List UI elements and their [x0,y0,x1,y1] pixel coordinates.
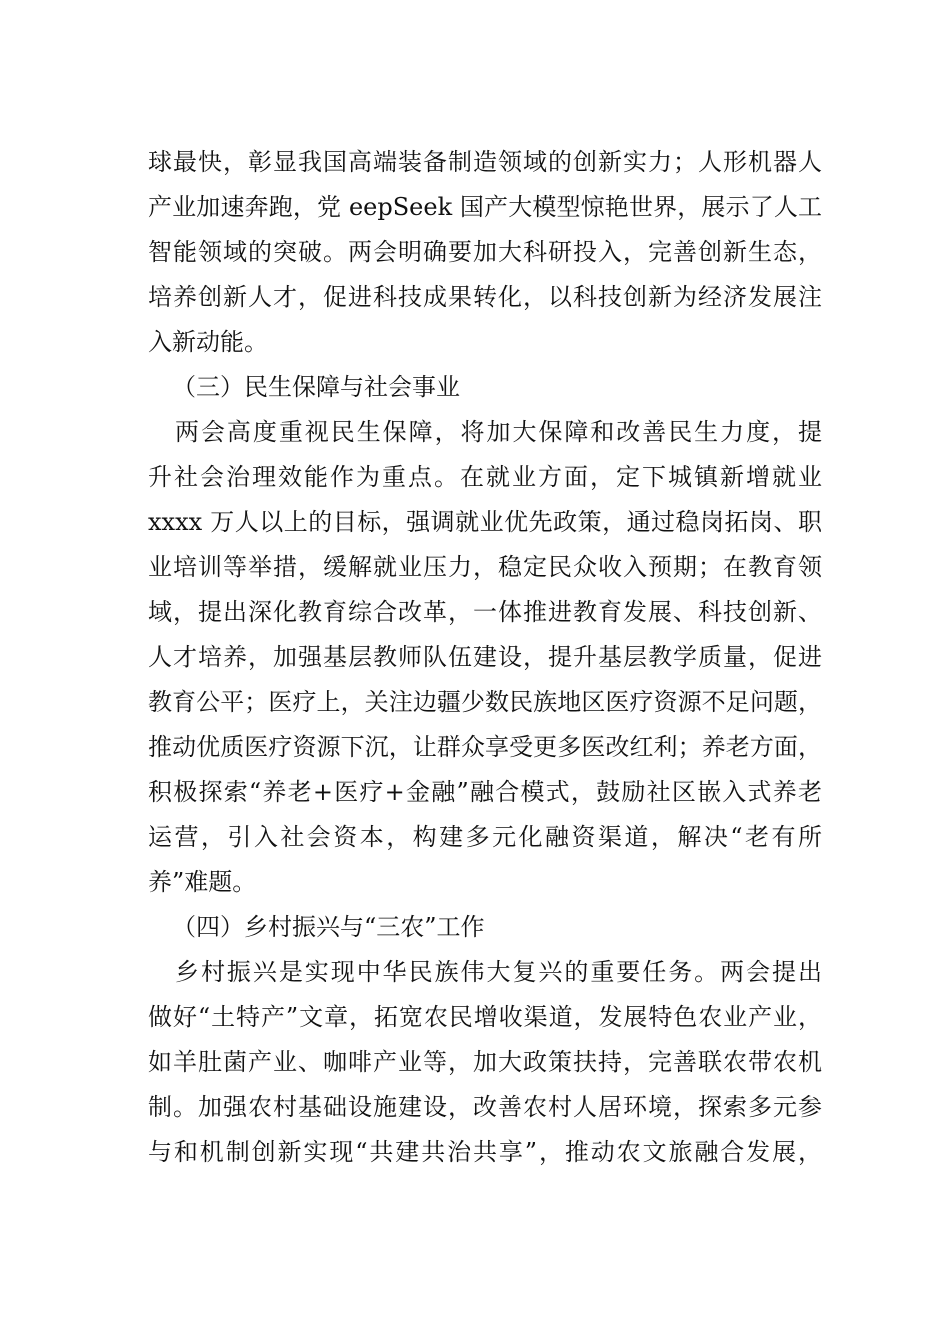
text-line: 制。加强农村基础设施建设，改善农村人居环境，探索多元参 [148,1093,822,1121]
text-line: 两会高度重视民生保障，将加大保障和改善民生力度，提 [175,418,822,446]
text-line: 如羊肚菌产业、咖啡产业等，加大政策扶持，完善联农带农机 [148,1048,822,1076]
text-line: 升社会治理效能作为重点。在就业方面，定下城镇新增就业 [148,463,822,491]
text-line: 智能领域的突破。两会明确要加大科研投入，完善创新生态， [148,238,822,266]
text-line: 推动优质医疗资源下沉，让群众享受更多医改红利；养老方面， [148,733,822,761]
text-line: 培养创新人才，促进科技成果转化，以科技创新为经济发展注 [148,283,822,311]
text-line: 与和机制创新实现“共建共治共享”，推动农文旅融合发展， [148,1138,822,1166]
text-line: 产业加速奔跑，党 eepSeek 国产大模型惊艳世界，展示了人工 [148,193,822,221]
section-heading-4: （四）乡村振兴与“三农”工作 [172,913,485,941]
text-line: 人才培养，加强基层教师队伍建设，提升基层教学质量，促进 [148,643,822,671]
text-line: 入新动能。 [148,328,268,356]
text-line: 做好“土特产”文章，拓宽农民增收渠道，发展特色农业产业， [148,1003,822,1031]
text-line: 业培训等举措，缓解就业压力，稳定民众收入预期；在教育领 [148,553,822,581]
text-line: 乡村振兴是实现中华民族伟大复兴的重要任务。两会提出 [175,958,822,986]
text-line: 养”难题。 [148,868,257,896]
text-line: xxxx 万人以上的目标，强调就业优先政策，通过稳岗拓岗、职 [148,508,822,536]
text-line: 积极探索“养老+医疗+金融”融合模式，鼓励社区嵌入式养老 [148,778,822,806]
text-line: 运营，引入社会资本，构建多元化融资渠道，解决“老有所 [148,823,822,851]
text-line: 教育公平；医疗上，关注边疆少数民族地区医疗资源不足问题， [148,688,822,716]
text-line: 球最快，彰显我国高端装备制造领域的创新实力；人形机器人 [148,148,822,176]
text-line: 域，提出深化教育综合改革，一体推进教育发展、科技创新、 [148,598,822,626]
section-heading-3: （三）民生保障与社会事业 [172,373,460,401]
